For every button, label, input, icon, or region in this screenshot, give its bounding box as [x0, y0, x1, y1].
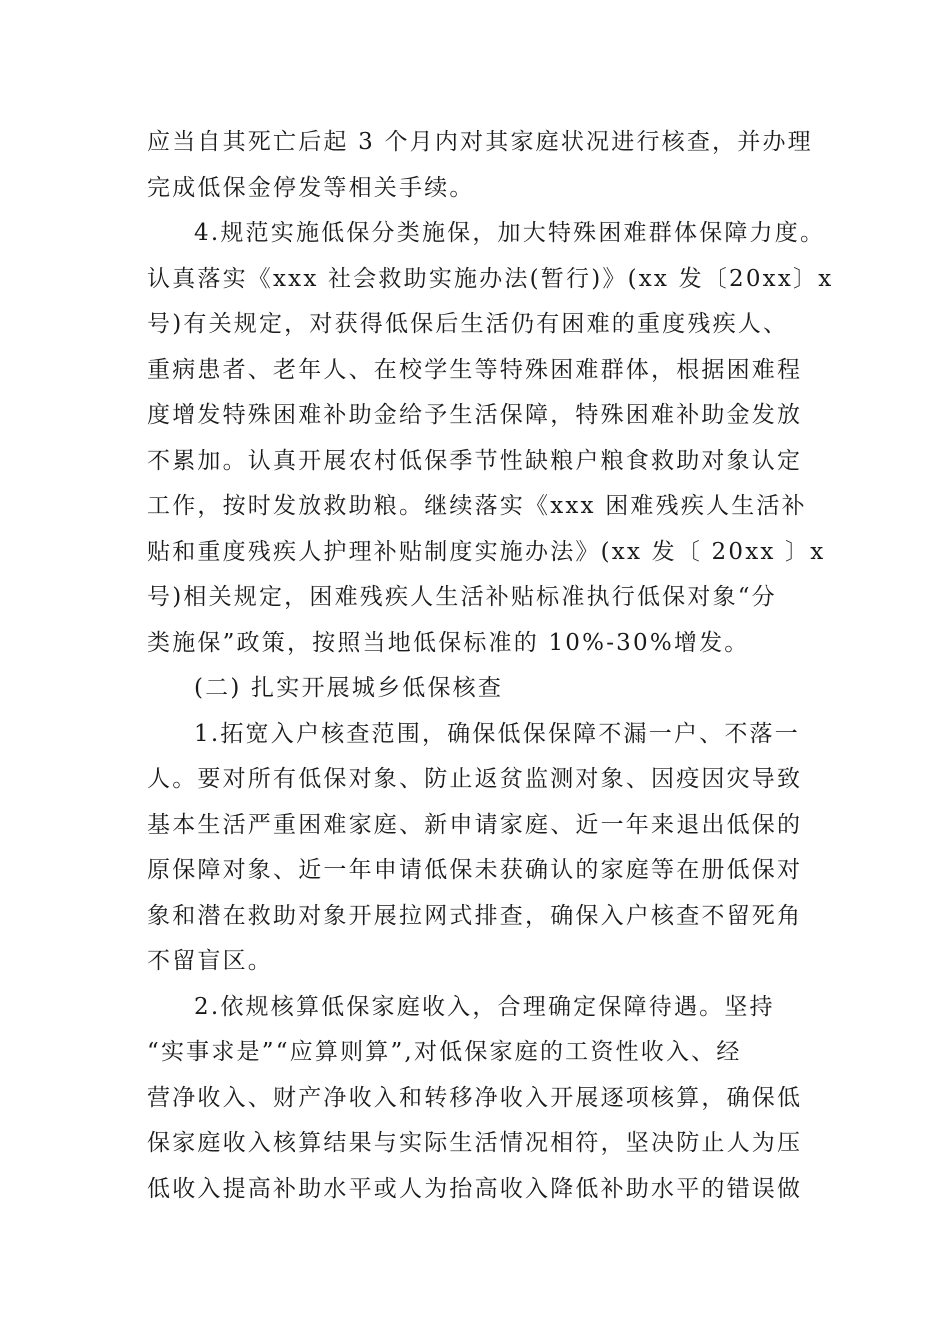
- text-line: 2.依规核算低保家庭收入，合理确定保障待遇。坚持: [194, 993, 775, 1020]
- text-line: 号)相关规定，困难残疾人生活补贴标准执行低保对象“分: [147, 584, 777, 610]
- section-heading: (二) 扎实开展城乡低保核查: [194, 675, 504, 701]
- text-line: 贴和重度残疾人护理补贴制度实施办法》(xx 发〔 20xx 〕x: [147, 538, 826, 565]
- text-line: “实事求是”“应算则算”,对低保家庭的工资性收入、经: [147, 1039, 742, 1065]
- text-line: 号)有关规定，对获得低保后生活仍有困难的重度残疾人、: [147, 311, 789, 337]
- text-line: 度增发特殊困难补助金给予生活保障，特殊困难补助金发放: [147, 402, 803, 428]
- text-line: 人。要对所有低保对象、防止返贫监测对象、因疫因灾导致: [147, 766, 803, 792]
- text-line: 工作，按时发放救助粮。继续落实《xxx 困难残疾人生活补: [147, 493, 807, 519]
- text-line: 基本生活严重困难家庭、新申请家庭、近一年来退出低保的: [147, 811, 803, 838]
- text-line: 重病患者、老年人、在校学生等特殊困难群体，根据困难程: [147, 356, 803, 383]
- text-line: 应当自其死亡后起 3 个月内对其家庭状况进行核查，并办理: [147, 129, 813, 155]
- text-line: 保家庭收入核算结果与实际生活情况相符，坚决防止人为压: [147, 1130, 803, 1156]
- text-line: 象和潜在救助对象开展拉网式排查，确保入户核查不留死角: [147, 902, 803, 929]
- text-line: 低收入提高补助水平或人为抬高收入降低补助水平的错误做: [147, 1175, 803, 1202]
- text-line: 类施保”政策，按照当地低保标准的 10%-30%增发。: [147, 629, 750, 656]
- body-text: [147, 120, 834, 1212]
- text-line: 不留盲区。: [147, 948, 273, 974]
- text-line: 不累加。认真开展农村低保季节性缺粮户粮食救助对象认定: [147, 447, 803, 474]
- text-line: 原保障对象、近一年申请低保未获确认的家庭等在册低保对: [147, 857, 803, 883]
- text-line: 完成低保金停发等相关手续。: [147, 174, 475, 201]
- text-line: 认真落实《xxx 社会救助实施办法(暂行)》(xx 发〔20xx〕x: [147, 265, 834, 292]
- text-line: 4.规范实施低保分类施保，加大特殊困难群体保障力度。: [194, 220, 826, 246]
- text-line: 营净收入、财产净收入和转移净收入开展逐项核算，确保低: [147, 1084, 803, 1111]
- text-line: 1.拓宽入户核查范围，确保低保保障不漏一户、不落一: [194, 720, 800, 747]
